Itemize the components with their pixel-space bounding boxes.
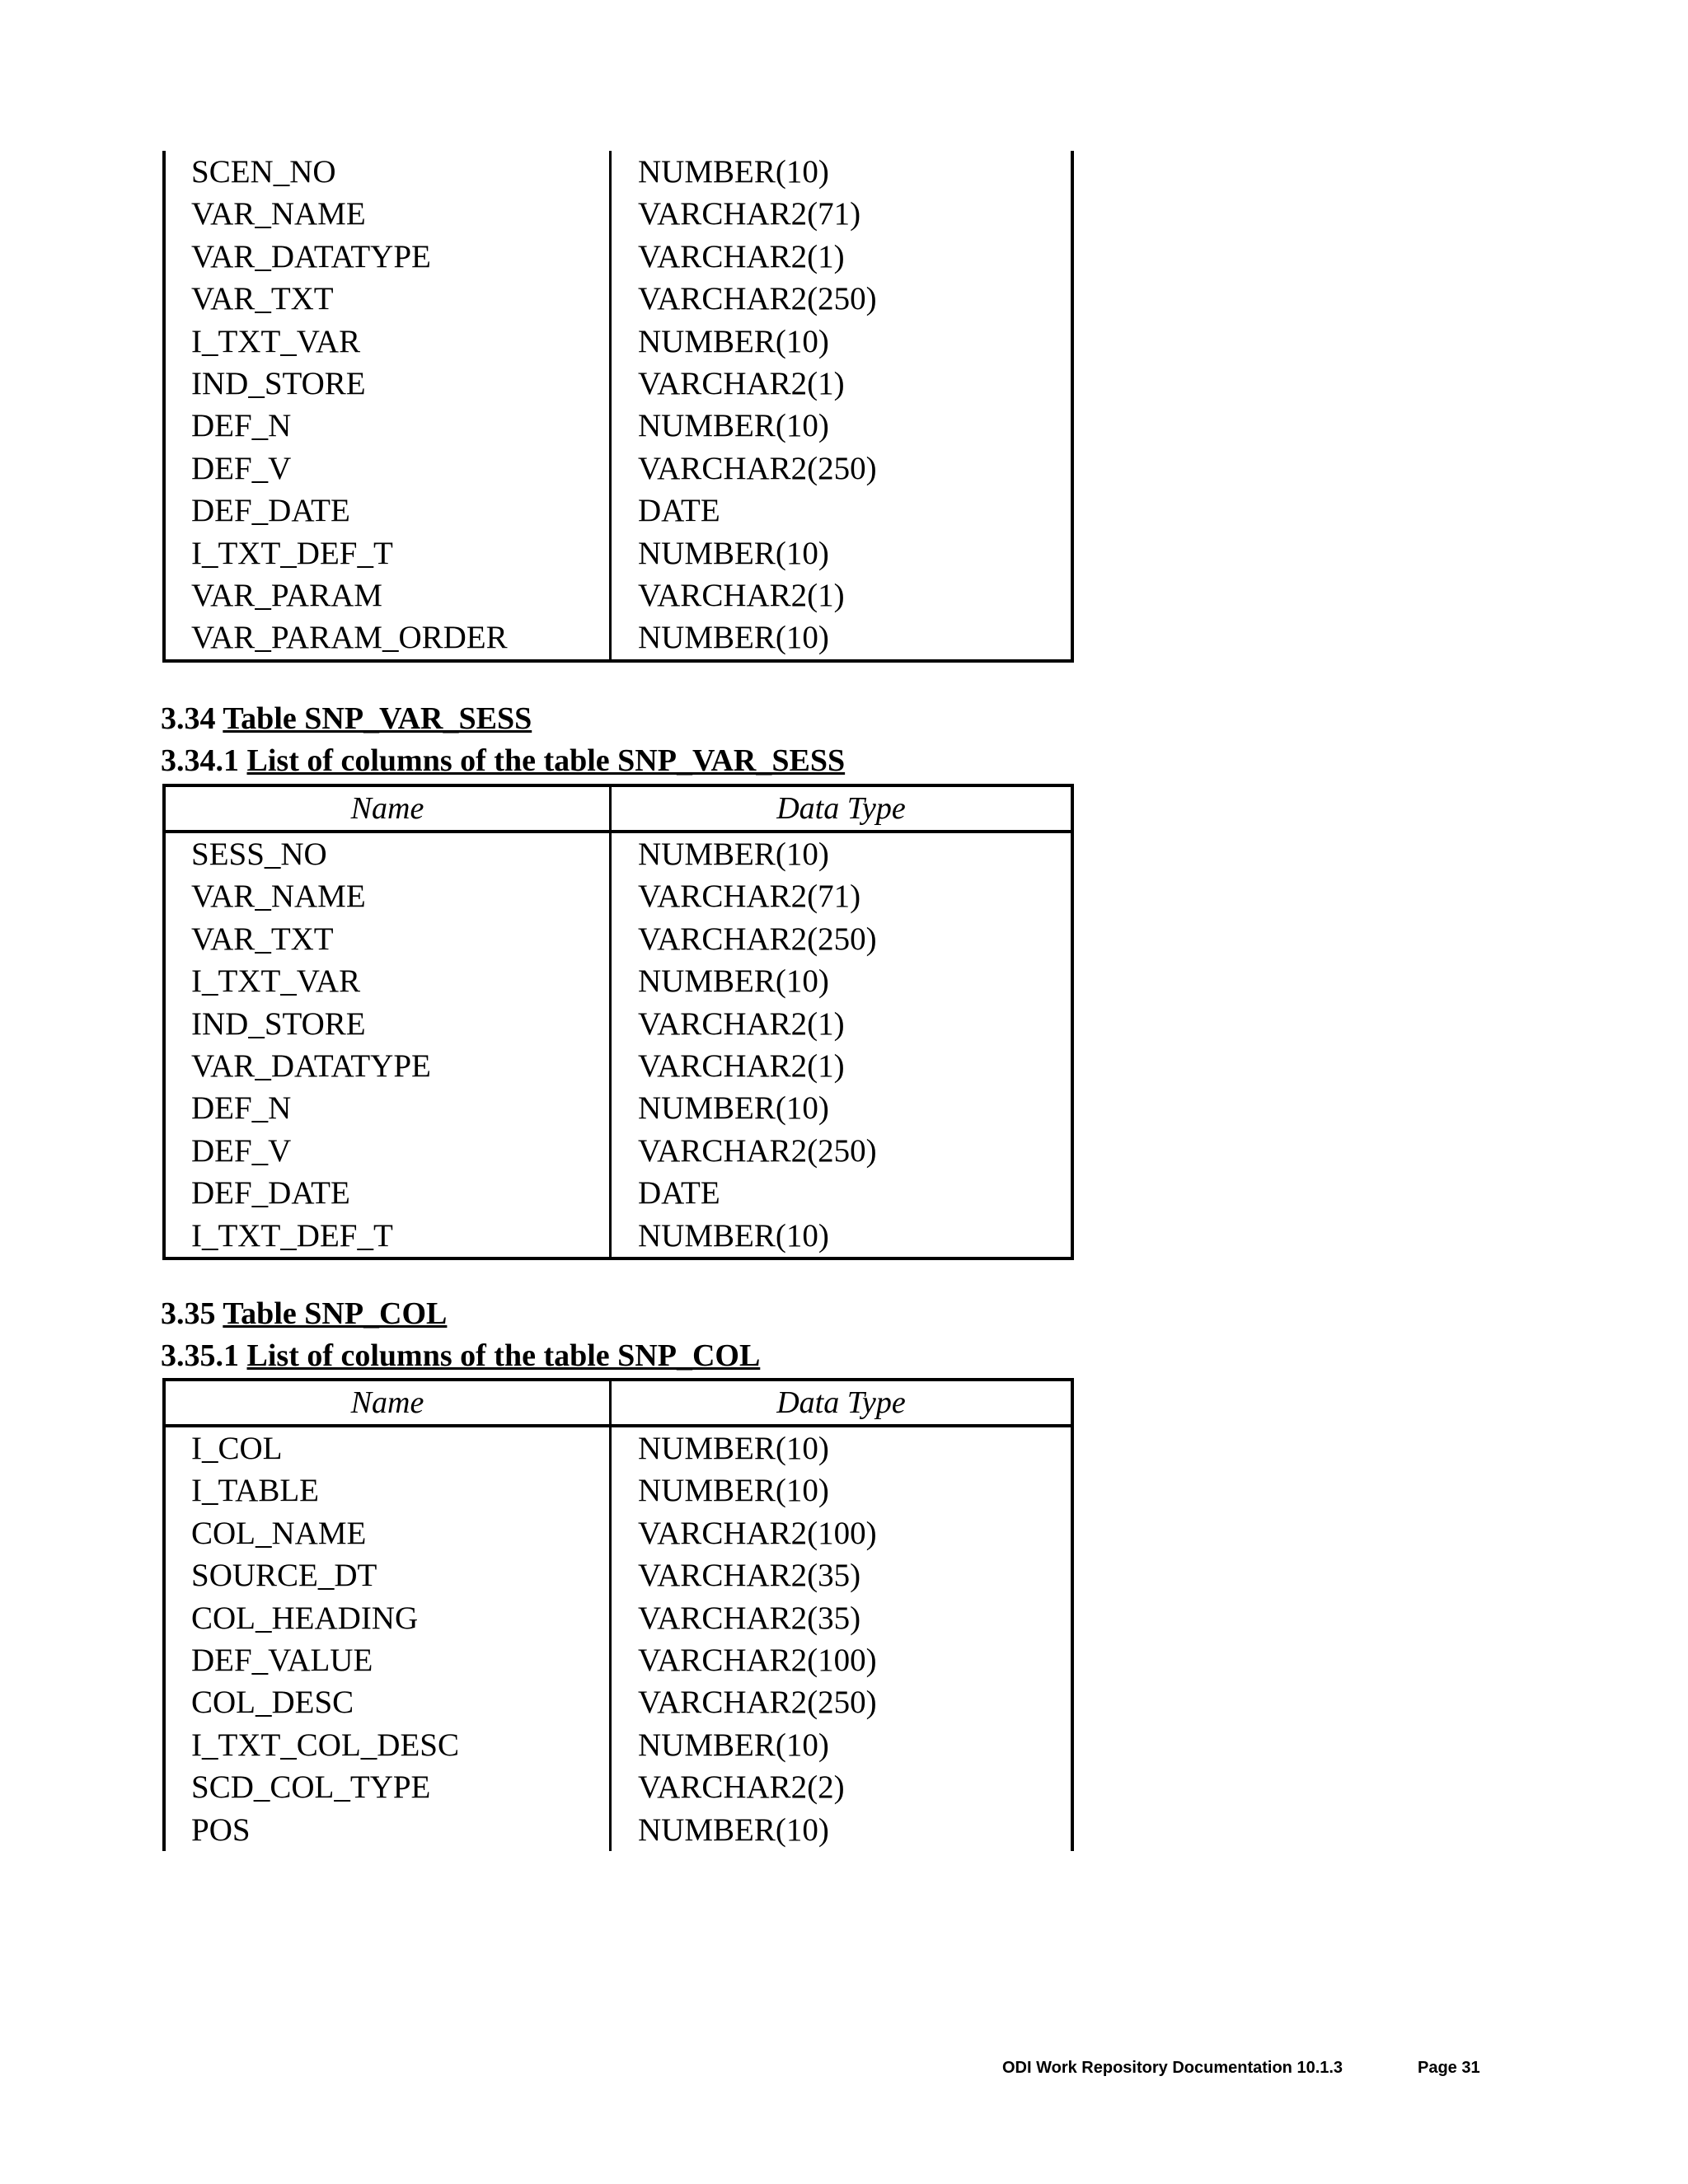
cell-name: DEF_DATE	[191, 493, 350, 529]
cell-name: DEF_DATE	[191, 1175, 350, 1212]
cell-name: VAR_TXT	[191, 921, 334, 957]
table-snp-var-scen-continued	[162, 151, 1074, 663]
table-row	[166, 1003, 1071, 1045]
table-row	[166, 151, 1071, 193]
cell-name: COL_NAME	[191, 1515, 367, 1551]
table-snp-var-sess	[162, 784, 1074, 1260]
cell-data-type: VARCHAR2(1)	[638, 1047, 845, 1084]
cell-data-type: VARCHAR2(1)	[638, 1005, 845, 1042]
cell-name: VAR_NAME	[191, 196, 366, 232]
cell-name: IND_STORE	[191, 365, 366, 401]
subsection-title: List of columns of the table SNP_COL	[246, 1338, 761, 1373]
subsection-heading-3-35-1	[161, 1338, 760, 1374]
cell-data-type: VARCHAR2(1)	[638, 365, 845, 401]
cell-data-type: VARCHAR2(35)	[638, 1600, 861, 1636]
cell-name: VAR_PARAM	[191, 577, 382, 613]
cell-data-type: VARCHAR2(1)	[638, 238, 845, 274]
table-row	[166, 1724, 1071, 1766]
cell-data-type: VARCHAR2(250)	[638, 921, 877, 957]
cell-data-type: VARCHAR2(250)	[638, 1132, 877, 1169]
table-row	[166, 1130, 1071, 1172]
cell-data-type: DATE	[638, 1175, 720, 1212]
table-row	[166, 1469, 1071, 1511]
cell-data-type: DATE	[638, 493, 720, 529]
subsection-title: List of columns of the table SNP_VAR_SESS	[246, 743, 846, 778]
section-number: 3.34	[161, 701, 216, 736]
table-row	[166, 236, 1071, 278]
subsection-number: 3.35.1	[161, 1338, 239, 1373]
table-header	[166, 787, 1071, 833]
cell-data-type: VARCHAR2(35)	[638, 1558, 861, 1594]
cell-data-type: VARCHAR2(250)	[638, 450, 877, 486]
cell-name: I_TXT_VAR	[191, 963, 361, 1000]
cell-name: SCD_COL_TYPE	[191, 1769, 431, 1806]
section-heading-3-35	[161, 1296, 447, 1332]
table-row	[166, 1172, 1071, 1214]
cell-data-type: NUMBER(10)	[638, 408, 829, 444]
table-row	[166, 1215, 1071, 1257]
cell-name: VAR_DATATYPE	[191, 1047, 431, 1084]
cell-name: I_TXT_DEF_T	[191, 535, 393, 571]
header-name: Name	[350, 1385, 424, 1420]
table-row	[166, 616, 1071, 658]
cell-data-type: NUMBER(10)	[638, 154, 829, 190]
table-row	[166, 363, 1071, 405]
cell-name: I_TXT_COL_DESC	[191, 1727, 459, 1763]
cell-name: IND_STORE	[191, 1005, 366, 1042]
cell-data-type: NUMBER(10)	[638, 1473, 829, 1509]
footer-page-number: Page 31	[1418, 2059, 1480, 2077]
table-row	[166, 875, 1071, 917]
cell-data-type: VARCHAR2(1)	[638, 577, 845, 613]
table-row	[166, 532, 1071, 574]
cell-data-type: NUMBER(10)	[638, 1727, 829, 1763]
section-title: Table SNP_VAR_SESS	[223, 701, 532, 736]
cell-name: DEF_V	[191, 450, 292, 486]
cell-name: SESS_NO	[191, 837, 327, 872]
table-snp-col	[162, 1378, 1074, 1851]
table-row	[166, 1512, 1071, 1554]
cell-name: COL_HEADING	[191, 1600, 419, 1636]
cell-name: VAR_DATATYPE	[191, 238, 431, 274]
table-row	[166, 448, 1071, 490]
subsection-heading-3-34-1	[161, 743, 845, 779]
cell-name: VAR_NAME	[191, 879, 366, 915]
cell-data-type: NUMBER(10)	[638, 963, 829, 1000]
table-header	[166, 1381, 1071, 1427]
cell-data-type: VARCHAR2(2)	[638, 1769, 845, 1806]
cell-name: VAR_PARAM_ORDER	[191, 620, 508, 656]
table-row	[166, 193, 1071, 235]
table-row	[166, 960, 1071, 1002]
cell-name: VAR_TXT	[191, 281, 334, 317]
table-row	[166, 1809, 1071, 1851]
cell-name: DEF_VALUE	[191, 1642, 373, 1678]
table-row	[166, 1597, 1071, 1639]
cell-name: SOURCE_DT	[191, 1558, 377, 1594]
table-row	[166, 321, 1071, 363]
footer-doc-title: ODI Work Repository Documentation 10.1.3	[1002, 2059, 1343, 2077]
table-row	[166, 574, 1071, 616]
table-row	[166, 1681, 1071, 1723]
table-row	[166, 1766, 1071, 1808]
cell-data-type: NUMBER(10)	[638, 535, 829, 571]
table-row	[166, 490, 1071, 532]
cell-data-type: NUMBER(10)	[638, 323, 829, 359]
cell-data-type: NUMBER(10)	[638, 1090, 829, 1127]
cell-name: I_TXT_VAR	[191, 323, 361, 359]
cell-name: DEF_N	[191, 408, 292, 444]
table-row	[166, 1427, 1071, 1469]
header-name: Name	[350, 791, 424, 826]
cell-data-type: VARCHAR2(250)	[638, 1685, 877, 1721]
cell-name: POS	[191, 1811, 251, 1848]
cell-name: DEF_N	[191, 1090, 292, 1127]
table-row	[166, 1087, 1071, 1129]
cell-name: DEF_V	[191, 1132, 292, 1169]
table-row	[166, 1045, 1071, 1087]
cell-data-type: VARCHAR2(71)	[638, 196, 861, 232]
section-number: 3.35	[161, 1296, 216, 1331]
cell-data-type: NUMBER(10)	[638, 1811, 829, 1848]
cell-data-type: NUMBER(10)	[638, 837, 829, 872]
section-heading-3-34	[161, 701, 532, 737]
table-row	[166, 918, 1071, 960]
table-row	[166, 278, 1071, 320]
cell-data-type: VARCHAR2(71)	[638, 879, 861, 915]
cell-name: I_TXT_DEF_T	[191, 1217, 393, 1254]
cell-name: I_COL	[191, 1431, 283, 1466]
cell-data-type: VARCHAR2(250)	[638, 281, 877, 317]
table-row	[166, 405, 1071, 447]
table-row	[166, 1639, 1071, 1681]
cell-name: SCEN_NO	[191, 154, 336, 190]
header-data-type: Data Type	[776, 791, 906, 826]
cell-data-type: VARCHAR2(100)	[638, 1642, 877, 1678]
cell-name: I_TABLE	[191, 1473, 320, 1509]
section-title: Table SNP_COL	[223, 1296, 448, 1331]
subsection-number: 3.34.1	[161, 743, 239, 778]
table-row	[166, 833, 1071, 875]
header-data-type: Data Type	[776, 1385, 906, 1420]
table-row	[166, 1554, 1071, 1596]
cell-data-type: NUMBER(10)	[638, 620, 829, 656]
cell-data-type: NUMBER(10)	[638, 1217, 829, 1254]
cell-data-type: VARCHAR2(100)	[638, 1515, 877, 1551]
cell-data-type: NUMBER(10)	[638, 1431, 829, 1466]
cell-name: COL_DESC	[191, 1685, 354, 1721]
